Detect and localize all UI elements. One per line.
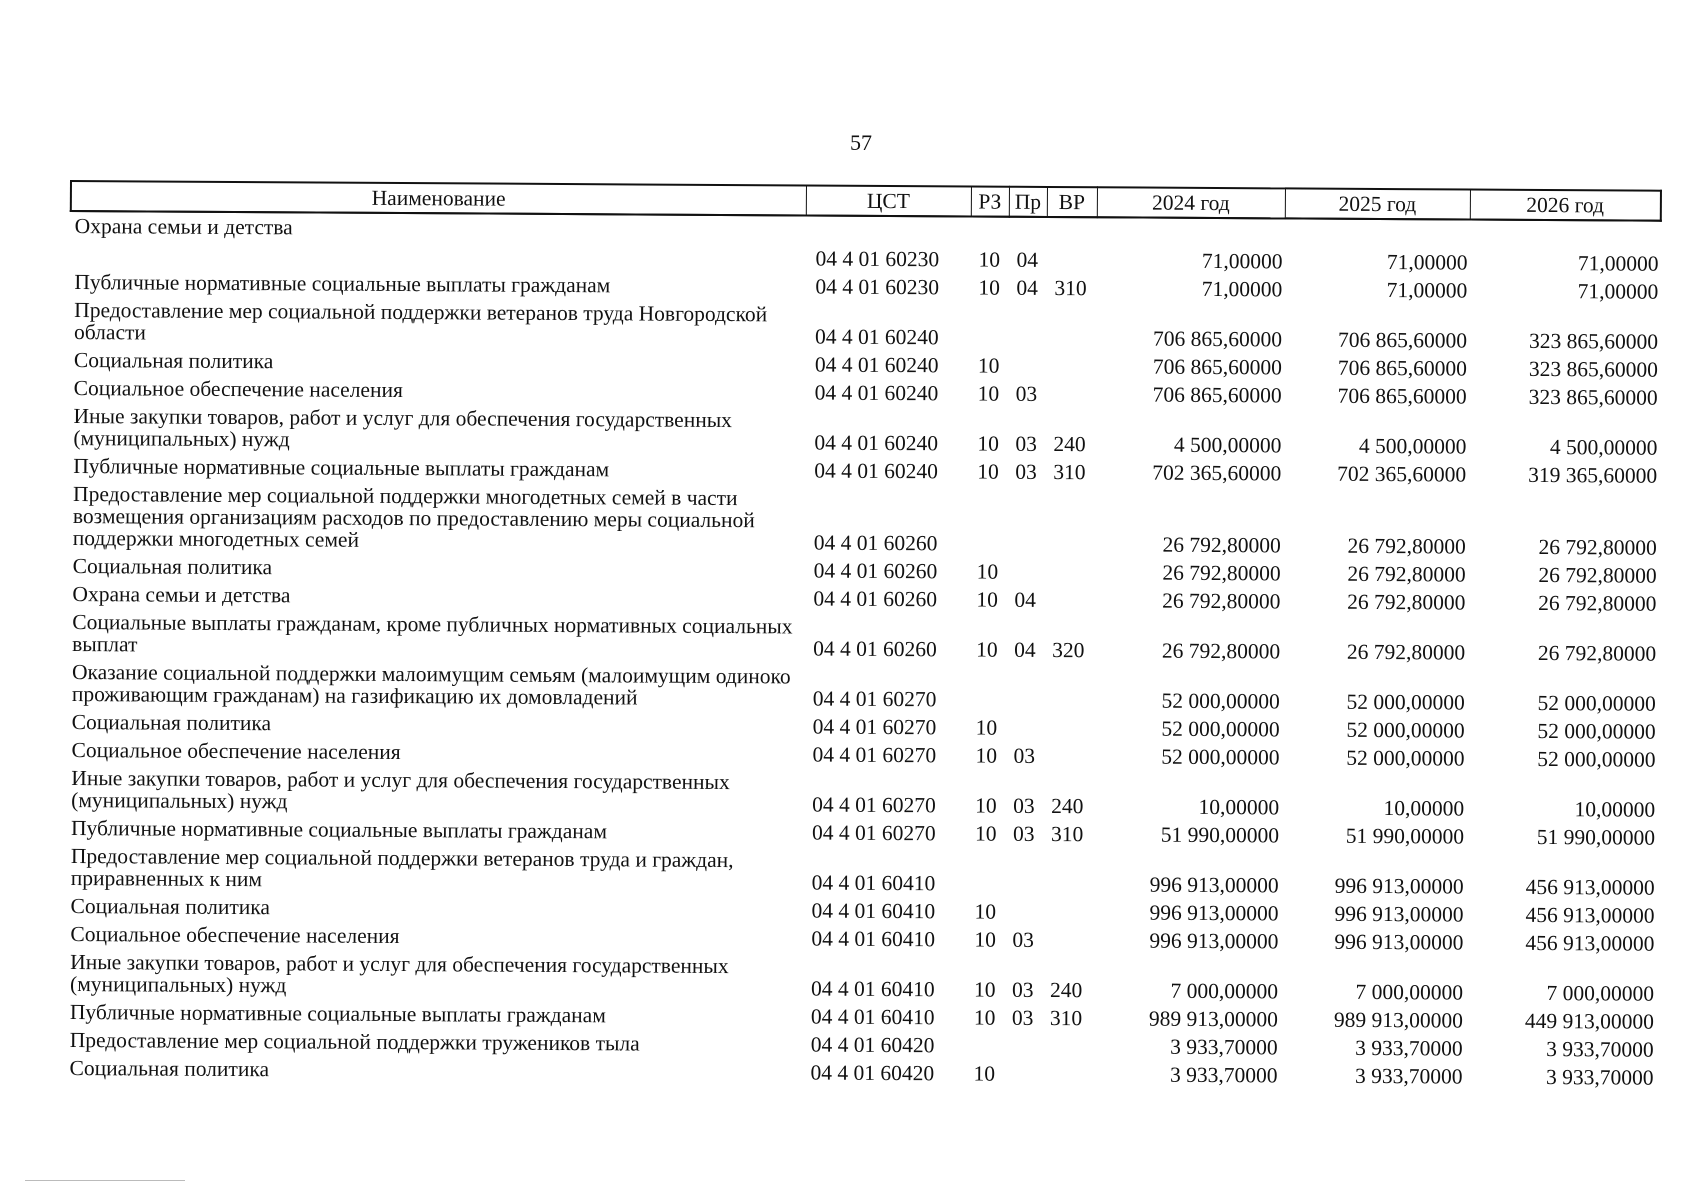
cell-rz [966,1031,1004,1059]
cell-vr [1043,742,1093,770]
cell-cst: 04 4 01 60230 [815,274,940,300]
cell-pr [1009,217,1047,246]
cell-2024: 702 365,60000 [1152,460,1282,486]
column-header-name: Наименование [71,181,806,215]
cell-pr [1008,352,1046,380]
cell-vr [1044,664,1094,714]
cell-pr: 04 [1016,247,1039,272]
cell-2024: 10,00000 [1198,794,1280,820]
cell-rz: 10 [975,743,998,768]
cell-2024: 989 913,00000 [1148,1006,1278,1032]
cell-cst: 04 4 01 60260 [813,558,938,584]
cell-2026: 71,00000 [1577,279,1659,304]
cell-name: Социальная политика [69,1056,270,1082]
cell-vr [1042,926,1092,954]
cell-vr [1045,486,1095,558]
cell-name: Публичные нормативные социальные выплаты гражданам [73,454,610,482]
cell-cst: 04 4 01 60410 [811,870,936,896]
cell-name: Публичные нормативные социальные выплаты гражданам [70,816,608,844]
cell-2026: 4 500,00000 [1549,435,1658,460]
cell-name: Иные закупки товаров, работ и услуг для обеспечения государственных (муниципальных) нужд [71,766,730,814]
cell-2024: 26 792,80000 [1161,638,1281,664]
page-number: 57 [850,130,872,155]
cell-rz [968,663,1006,713]
cell-rz [967,847,1005,897]
cell-2026: 51 990,00000 [1536,824,1656,850]
cell-2025 [1285,218,1470,248]
cell-2025: 996 913,00000 [1334,901,1464,927]
cell-cst: 04 4 01 60260 [813,586,938,612]
cell-pr: 03 [1012,821,1035,846]
cell-cst: 04 4 01 60240 [814,380,939,406]
cell-2024: 3 933,70000 [1170,1034,1278,1060]
cell-rz: 10 [976,587,999,612]
cell-cst: 04 4 01 60410 [810,1004,935,1030]
cell-vr: 310 [1050,822,1084,847]
cell-rz: 10 [974,821,997,846]
cell-vr: 240 [1049,978,1083,1003]
cell-2025: 4 500,00000 [1358,433,1467,459]
cell-rz: 10 [978,247,1001,272]
cell-2026: 3 933,70000 [1546,1037,1654,1062]
cell-2024: 996 913,00000 [1149,900,1279,926]
cell-cst: 04 4 01 60270 [812,686,937,712]
cell-2026: 323 865,60000 [1528,328,1659,354]
cell-name [70,240,805,272]
cell-cst: 04 4 01 60270 [812,714,937,740]
cell-vr [1046,246,1096,274]
cell-2025: 26 792,80000 [1346,639,1466,665]
cell-2026: 7 000,00000 [1546,981,1655,1006]
cell-pr: 04 [1014,587,1037,612]
cell-2026: 456 913,00000 [1525,930,1655,956]
cell-name: Предоставление мер социальной поддержки тружеников тыла [69,1028,640,1056]
cell-name: Социальная политика [71,710,272,736]
cell-vr: 310 [1049,1006,1083,1031]
cell-vr [1046,302,1096,352]
cell-2026: 456 913,00000 [1525,902,1655,928]
cell-2025: 10,00000 [1383,796,1465,821]
cell-name: Предоставление мер социальной поддержки ветеранов труда Новгородской области [73,298,768,345]
cell-cst: 04 4 01 60260 [813,636,937,662]
cell-2025: 702 365,60000 [1337,461,1467,487]
cell-vr [1042,898,1092,926]
cell-2024: 52 000,00000 [1161,716,1280,742]
cell-cst: 04 4 01 60270 [812,792,936,818]
cell-rz: 10 [975,715,998,740]
cell-cst: 04 4 01 60410 [811,898,936,924]
cell-cst: 04 4 01 60240 [814,324,939,350]
cell-2026: 52 000,00000 [1537,690,1656,716]
cell-pr: 03 [1015,381,1038,406]
cell-cst: 04 4 01 60240 [814,458,938,484]
cell-pr [1003,1060,1041,1088]
cell-cst: 04 4 01 60230 [815,246,940,272]
cell-name: Охрана семьи и детства [74,214,293,240]
cell-vr [1044,586,1094,614]
column-header-rz: РЗ [971,187,1009,217]
cell-name: Предоставление мер социальной поддержки ветеранов труда и граждан, приравненных к ним [70,844,734,892]
cell-vr: 310 [1054,276,1087,301]
cell-2024: 4 500,00000 [1173,432,1282,458]
cell-name: Иные закупки товаров, работ и услуг для обеспечения государственных (муниципальных) нужд [70,950,729,998]
cell-pr [1006,664,1044,714]
cell-name: Социальная политика [70,894,271,920]
cell-2024: 996 913,00000 [1149,872,1279,898]
cell-2024: 706 865,60000 [1152,326,1283,352]
cell-pr [1004,898,1042,926]
cell-cst: 04 4 01 60240 [814,352,939,378]
cell-2025: 52 000,00000 [1346,745,1465,771]
cell-pr: 03 [1013,743,1036,768]
cell-2025: 52 000,00000 [1346,689,1465,715]
cell-rz: 10 [976,637,998,662]
cell-pr [1004,1032,1042,1060]
cell-2024: 52 000,00000 [1161,688,1280,714]
cell-cst [806,215,971,245]
cell-rz: 10 [974,899,997,924]
cell-2026: 449 913,00000 [1524,1008,1654,1034]
cell-2024: 996 913,00000 [1149,928,1279,954]
cell-pr [1005,848,1043,898]
cell-2024: 51 990,00000 [1160,822,1280,848]
cell-cst: 04 4 01 60420 [810,1032,935,1058]
cell-2025: 71,00000 [1386,278,1468,303]
cell-vr: 310 [1053,460,1086,485]
cell-vr: 240 [1053,432,1086,457]
cell-pr: 03 [1012,927,1034,952]
cell-pr: 03 [1015,459,1037,484]
column-header-2024: 2024 год [1097,187,1285,218]
cell-rz: 10 [974,927,996,952]
cell-2024: 706 865,60000 [1152,354,1282,380]
cell-2025: 3 933,70000 [1355,1035,1463,1061]
scan-artifact-line [25,1180,185,1181]
cell-2024: 26 792,80000 [1162,560,1281,586]
cell-name: Социальное обеспечение населения [73,376,403,403]
cell-rz: 10 [973,1061,996,1086]
column-header-vr: ВР [1047,187,1097,217]
cell-cst: 04 4 01 60410 [811,976,935,1002]
cell-2024: 706 865,60000 [1152,382,1282,408]
cell-pr: 03 [1011,1005,1034,1030]
column-header-pr: Пр [1009,187,1047,217]
cell-2024: 26 792,80000 [1162,588,1281,614]
cell-name: Охрана семьи и детства [72,582,291,608]
cell-2026: 26 792,80000 [1538,534,1657,560]
cell-2026: 52 000,00000 [1537,718,1656,744]
cell-2026: 71,00000 [1577,251,1659,276]
cell-cst: 04 4 01 60270 [811,820,936,846]
cell-vr [1041,1060,1091,1088]
cell-name: Предоставление мер социальной поддержки многодетных семей в части возмещения организациям расходов по предоставлению меры социальной поддержки многодетных семей [72,482,755,552]
cell-name: Социальные выплаты гражданам, кроме публичных нормативных социальных выплат [72,610,793,657]
cell-2025: 26 792,80000 [1347,533,1466,559]
cell-pr [1007,486,1045,558]
cell-2025: 989 913,00000 [1333,1007,1463,1033]
cell-name: Социальное обеспечение населения [70,922,400,949]
cell-vr [1046,352,1096,380]
cell-pr: 03 [1013,793,1035,818]
cell-rz: 10 [976,559,999,584]
cell-2026 [1470,220,1661,250]
cell-2024: 26 792,80000 [1162,532,1281,558]
cell-rz [969,485,1007,557]
cell-name: Публичные нормативные социальные выплаты гражданам [74,270,611,298]
cell-rz [971,217,1009,246]
cell-pr [1008,302,1046,352]
cell-cst: 04 4 01 60240 [814,430,939,456]
cell-2024: 71,00000 [1201,248,1283,274]
cell-name: Публичные нормативные социальные выплаты гражданам [69,1000,606,1028]
cell-2025: 26 792,80000 [1347,561,1466,587]
cell-2024: 52 000,00000 [1161,744,1280,770]
cell-2025: 71,00000 [1386,250,1468,275]
cell-rz: 10 [973,1005,996,1030]
cell-2026: 26 792,80000 [1538,590,1657,616]
cell-name: Иные закупки товаров, работ и услуг для обеспечения государственных (муниципальных) нужд [73,404,733,452]
cell-vr: 240 [1051,794,1084,819]
cell-rz: 10 [977,381,1000,406]
cell-vr: 320 [1052,638,1085,663]
cell-pr: 04 [1016,275,1038,300]
cell-rz: 10 [975,793,997,818]
cell-vr [1043,848,1093,898]
cell-pr: 03 [1011,977,1034,1002]
cell-rz: 10 [973,977,996,1002]
cell-2026: 10,00000 [1574,797,1656,822]
cell-2024 [1097,217,1285,247]
column-header-cst: ЦСТ [806,185,971,216]
cell-2025: 51 990,00000 [1345,823,1465,849]
cell-vr [1047,217,1097,246]
cell-pr [1007,558,1045,586]
cell-2025: 996 913,00000 [1334,929,1464,955]
cell-2025: 7 000,00000 [1355,979,1464,1005]
cell-2026: 26 792,80000 [1537,640,1657,666]
cell-2025: 706 865,60000 [1337,327,1468,353]
cell-2026: 319 365,60000 [1528,462,1658,488]
cell-pr [1006,714,1044,742]
cell-cst: 04 4 01 60260 [813,530,938,556]
cell-rz: 10 [978,275,1000,300]
cell-2026: 323 865,60000 [1528,384,1658,410]
cell-2024: 7 000,00000 [1170,978,1279,1004]
cell-2025: 3 933,70000 [1354,1063,1463,1089]
cell-2026: 26 792,80000 [1538,562,1657,588]
cell-pr: 03 [1015,431,1037,456]
cell-rz [970,302,1008,352]
column-header-2026: 2026 год [1470,190,1661,221]
cell-2025: 706 865,60000 [1337,355,1467,381]
budget-table [64,180,1661,1092]
cell-2026: 456 913,00000 [1525,874,1655,900]
cell-vr [1044,714,1094,742]
table-row [69,480,1659,562]
cell-rz: 10 [977,353,1000,378]
cell-2024: 3 933,70000 [1169,1062,1278,1088]
cell-name: Социальная политика [72,554,273,580]
cell-2025: 26 792,80000 [1347,589,1466,615]
cell-vr [1046,380,1096,408]
cell-name: Социальная политика [73,348,274,374]
cell-vr [1042,1032,1092,1060]
cell-2025: 996 913,00000 [1334,873,1464,899]
cell-2025: 706 865,60000 [1337,383,1467,409]
cell-rz: 10 [977,459,999,484]
cell-2026: 3 933,70000 [1545,1065,1654,1090]
cell-cst: 04 4 01 60270 [812,742,937,768]
cell-2024: 71,00000 [1201,276,1283,302]
table-body [65,211,1660,1092]
cell-vr [1045,558,1095,586]
cell-name: Оказание социальной поддержки малоимущим семьям (малоимущим одиноко проживающим гражданам) на газификацию их домовладений [71,660,791,710]
cell-2025: 52 000,00000 [1346,717,1465,743]
cell-cst: 04 4 01 60410 [811,926,936,952]
cell-2026: 323 865,60000 [1528,356,1658,382]
cell-rz: 10 [977,431,999,456]
column-header-2025: 2025 год [1285,188,1470,219]
cell-cst: 04 4 01 60420 [810,1060,935,1086]
cell-name: Социальное обеспечение населения [71,738,401,765]
cell-pr: 04 [1014,637,1036,662]
cell-2026: 52 000,00000 [1537,746,1656,772]
